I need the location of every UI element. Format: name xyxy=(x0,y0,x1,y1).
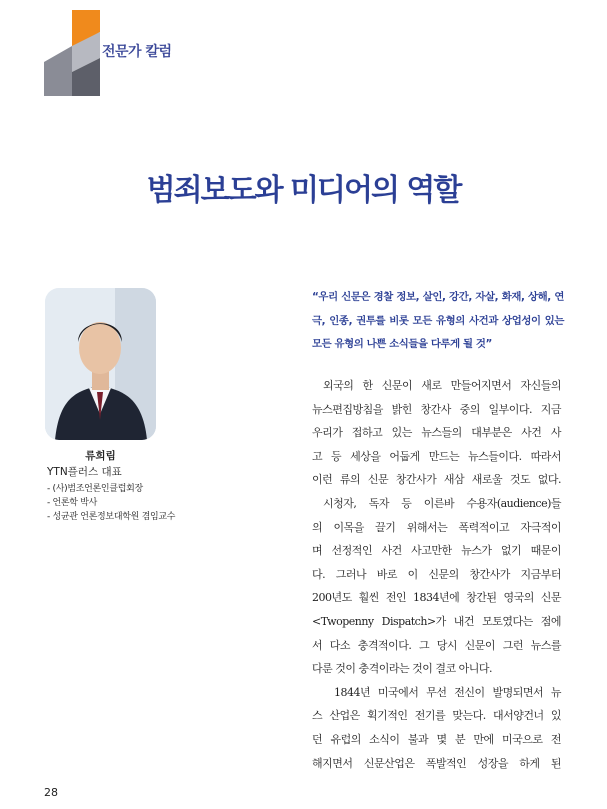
person-portrait-icon xyxy=(45,288,156,440)
body-line: 이런 류의 신문 창간사가 새삼 새로울 것도 없다. xyxy=(312,473,561,487)
body-line: 1844년 미국에서 무선 전신이 발명되면서 뉴 xyxy=(334,685,561,699)
body-line: 다. 그러나 바로 이 신문의 창간사가 지금부터 xyxy=(312,567,561,581)
body-line: 뉴스편집방침을 밝힌 창간사 중의 일부이다. 지금 xyxy=(312,402,561,416)
body-line: 외국의 한 신문이 새로 만들어지면서 자신들의 xyxy=(323,379,561,392)
page-title: 범죄보도와 미디어의 역할 xyxy=(146,173,461,209)
pull-quote: “우리 신문은 경찰 정보, 살인, 강간, 자살, 화재, 상해, 연극, 인종, 권투를 비롯 모든 유형의 사건과 상업성이 있는 모든 유형의 나쁜 소식들을 다루게 될 것” xyxy=(312,291,564,350)
column-logo-icon xyxy=(44,10,100,96)
body-line: 200년도 훨씬 전인 1834년에 창간된 영국의 신문 xyxy=(312,591,561,605)
body-line: 고 등 세상을 어둡게 만드는 뉴스들이다. 따라서 xyxy=(312,449,561,463)
author-credentials xyxy=(47,482,175,524)
body-line: 다룬 것이 충격이라는 것이 결코 아니다. xyxy=(312,662,492,676)
body-line: 시청자, 독자 등 이른바 수용자(audience)들 xyxy=(323,496,561,510)
author-role: YTN플러스 대표 xyxy=(47,466,122,478)
credential-item: - (사)범조언론인클럽회장 xyxy=(47,484,143,494)
body-line: 던 유럽의 소식이 불과 몇 분 만에 미국으로 전 xyxy=(312,732,561,746)
section-label: 전문가 칼럼 xyxy=(102,44,172,60)
body-line: <Twopenny Dispatch>가 내건 모토였다는 점에 xyxy=(312,614,561,628)
credential-item: - 언론학 박사 xyxy=(47,498,98,508)
body-line: 의 이목을 끌기 위해서는 폭력적이고 자극적이 xyxy=(312,520,561,534)
author-photo xyxy=(45,288,156,440)
body-line: 서 다소 충격적이다. 그 당시 신문이 그런 뉴스를 xyxy=(312,638,561,652)
body-line: 해지면서 신문산업은 폭발적인 성장을 하게 된 xyxy=(312,756,561,770)
body-line: 며 선정적인 사건 사고만한 뉴스가 없기 때문이 xyxy=(312,544,561,558)
body-line: 우리가 접하고 있는 뉴스들의 대부분은 사건 사 xyxy=(312,426,561,440)
body-line: 스 산업은 획기적인 전기를 맞는다. 대서양건너 있 xyxy=(312,709,561,723)
article-body xyxy=(312,374,561,775)
credential-item: - 성균관 언론정보대학원 겸임교수 xyxy=(47,512,176,522)
page-number: 28 xyxy=(44,786,58,799)
author-name: 류희림 xyxy=(85,450,116,462)
